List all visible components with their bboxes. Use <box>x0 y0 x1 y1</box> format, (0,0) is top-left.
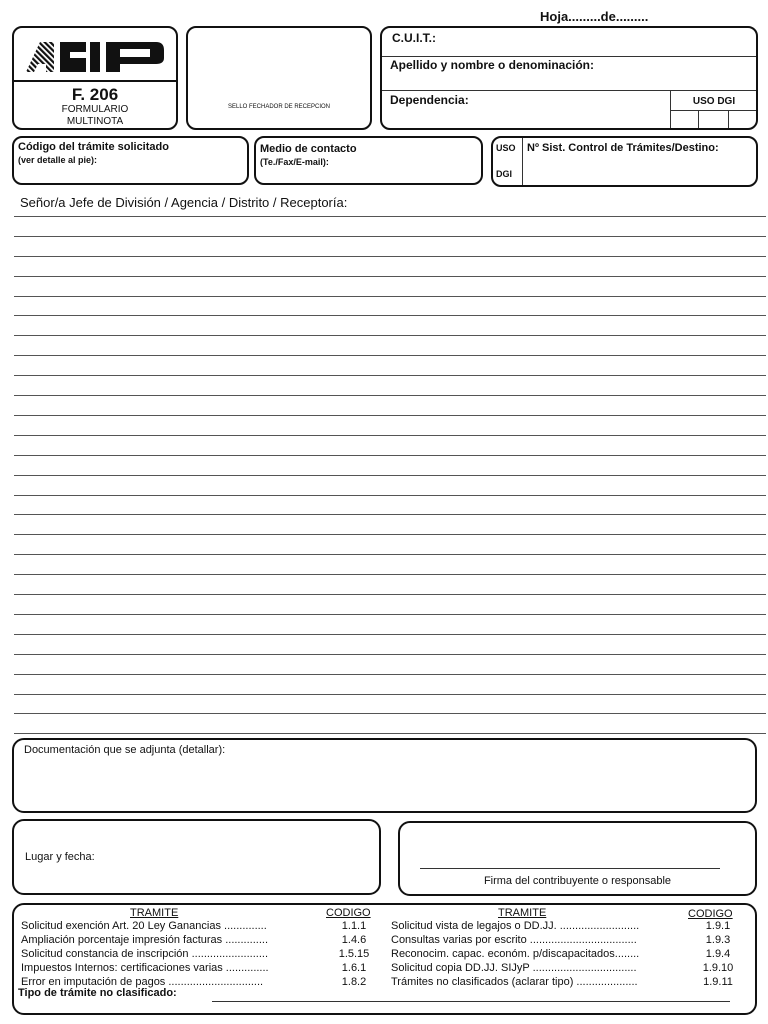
tramite-code-label: Código del trámite solicitado <box>18 141 169 153</box>
tramite-name: Solicitud vista de legajos o DD.JJ. .......................... <box>391 920 640 932</box>
no-clasificado-label: Tipo de trámite no clasificado: <box>18 987 177 999</box>
writing-line[interactable] <box>14 276 766 277</box>
place-date-box[interactable] <box>12 819 381 895</box>
tramite-code: 1.9.11 <box>703 976 733 988</box>
cuit-label: C.U.I.T.: <box>392 31 436 45</box>
control-label: Nº Sist. Control de Trámites/Destino: <box>527 142 719 154</box>
codes-table <box>12 903 757 1015</box>
name-divider <box>382 90 756 91</box>
writing-line[interactable] <box>14 654 766 655</box>
reception-stamp-box <box>186 26 372 130</box>
salutation: Señor/a Jefe de División / Agencia / Distrito / Receptoría: <box>20 195 348 210</box>
tramite-code: 1.4.6 <box>341 934 367 946</box>
uso-label: USO <box>496 143 516 153</box>
contact-box[interactable] <box>254 136 483 185</box>
uso-dgi-cell-2 <box>728 110 729 128</box>
signature-box[interactable] <box>398 821 757 896</box>
col-tramite-left: TRAMITE <box>130 907 179 919</box>
tramite-name: Error en imputación de pagos ............................... <box>21 976 264 988</box>
name-label: Apellido y nombre o denominación: <box>390 58 595 72</box>
place-date-label: Lugar y fecha: <box>25 851 95 863</box>
writing-line[interactable] <box>14 733 766 734</box>
documentation-box[interactable] <box>12 738 757 813</box>
tramite-code: 1.8.2 <box>341 976 367 988</box>
writing-line[interactable] <box>14 435 766 436</box>
tramite-code: 1.9.1 <box>705 920 731 932</box>
writing-line[interactable] <box>14 594 766 595</box>
tramite-name: Ampliación porcentaje impresión facturas .............. <box>21 934 268 946</box>
logo-divider <box>14 80 176 82</box>
writing-line[interactable] <box>14 455 766 456</box>
tramite-code: 1.5.15 <box>338 948 370 960</box>
writing-line[interactable] <box>14 335 766 336</box>
writing-line[interactable] <box>14 674 766 675</box>
cuit-divider <box>382 56 756 57</box>
writing-line[interactable] <box>14 495 766 496</box>
col-tramite-right: TRAMITE <box>498 907 547 919</box>
writing-line[interactable] <box>14 415 766 416</box>
afip-logo <box>24 40 166 74</box>
writing-line[interactable] <box>14 534 766 535</box>
writing-line[interactable] <box>14 216 766 217</box>
dependencia-label: Dependencia: <box>390 93 469 107</box>
writing-line[interactable] <box>14 554 766 555</box>
taxpayer-info-box <box>380 26 758 130</box>
tramite-name: Solicitud constancia de inscripción ......................... <box>21 948 268 960</box>
uso-dgi-divider <box>670 110 756 111</box>
form-name-line2: MULTINOTA <box>66 116 124 127</box>
writing-line[interactable] <box>14 475 766 476</box>
documentation-label: Documentación que se adjunta (detallar): <box>24 744 226 756</box>
uso-dgi-left-border <box>670 90 671 128</box>
writing-line[interactable] <box>14 395 766 396</box>
tramite-code-sub: (ver detalle al pie): <box>18 155 98 165</box>
uso-dgi-label: USO DGI <box>692 96 736 107</box>
uso-dgi-cell-1 <box>698 110 699 128</box>
dgi-label: DGI <box>496 169 513 179</box>
writing-line[interactable] <box>14 694 766 695</box>
col-codigo-right: CODIGO <box>688 908 733 920</box>
tramite-code: 1.9.4 <box>705 948 731 960</box>
afip-logo-icon <box>24 40 166 74</box>
tramite-code: 1.1.1 <box>341 920 367 932</box>
tramite-name: Consultas varias por escrito ................................... <box>391 934 637 946</box>
writing-line[interactable] <box>14 375 766 376</box>
uso-dgi-separator <box>522 138 523 185</box>
signature-line <box>420 868 720 869</box>
tramite-name: Trámites no clasificados (aclarar tipo) .................... <box>391 976 638 988</box>
col-codigo-left: CODIGO <box>326 907 371 919</box>
tramite-code: 1.9.3 <box>705 934 731 946</box>
writing-line[interactable] <box>14 634 766 635</box>
writing-line[interactable] <box>14 355 766 356</box>
tramite-code-box[interactable] <box>12 136 249 185</box>
tramite-name: Solicitud copia DD.JJ. SIJyP .................................. <box>391 962 637 974</box>
form-number: F. 206 <box>71 85 119 104</box>
control-box <box>491 136 758 187</box>
writing-line[interactable] <box>14 236 766 237</box>
contact-label: Medio de contacto <box>260 143 357 155</box>
tramite-name: Reconocim. capac. económ. p/discapacitados........ <box>391 948 640 960</box>
no-clasificado-line <box>212 1001 730 1002</box>
stamp-label: SELLO FECHADOR DE RECEPCION <box>227 104 331 110</box>
logo-box <box>12 26 178 130</box>
signature-label: Firma del contribuyente o responsable <box>483 875 672 887</box>
tramite-name: Impuestos Internos: certificaciones varias .............. <box>21 962 269 974</box>
contact-sub: (Te./Fax/E-mail): <box>260 157 329 167</box>
tramite-code: 1.9.10 <box>702 962 734 974</box>
tramite-name: Solicitud exención Art. 20 Ley Ganancias .............. <box>21 920 267 932</box>
writing-line[interactable] <box>14 514 766 515</box>
writing-line[interactable] <box>14 614 766 615</box>
tramite-code: 1.6.1 <box>341 962 367 974</box>
writing-line[interactable] <box>14 315 766 316</box>
writing-line[interactable] <box>14 574 766 575</box>
sheet-number-field[interactable]: Hoja.........de......... <box>540 9 649 24</box>
writing-line[interactable] <box>14 713 766 714</box>
writing-line[interactable] <box>14 256 766 257</box>
writing-line[interactable] <box>14 296 766 297</box>
form-name-line1: FORMULARIO <box>61 104 129 115</box>
